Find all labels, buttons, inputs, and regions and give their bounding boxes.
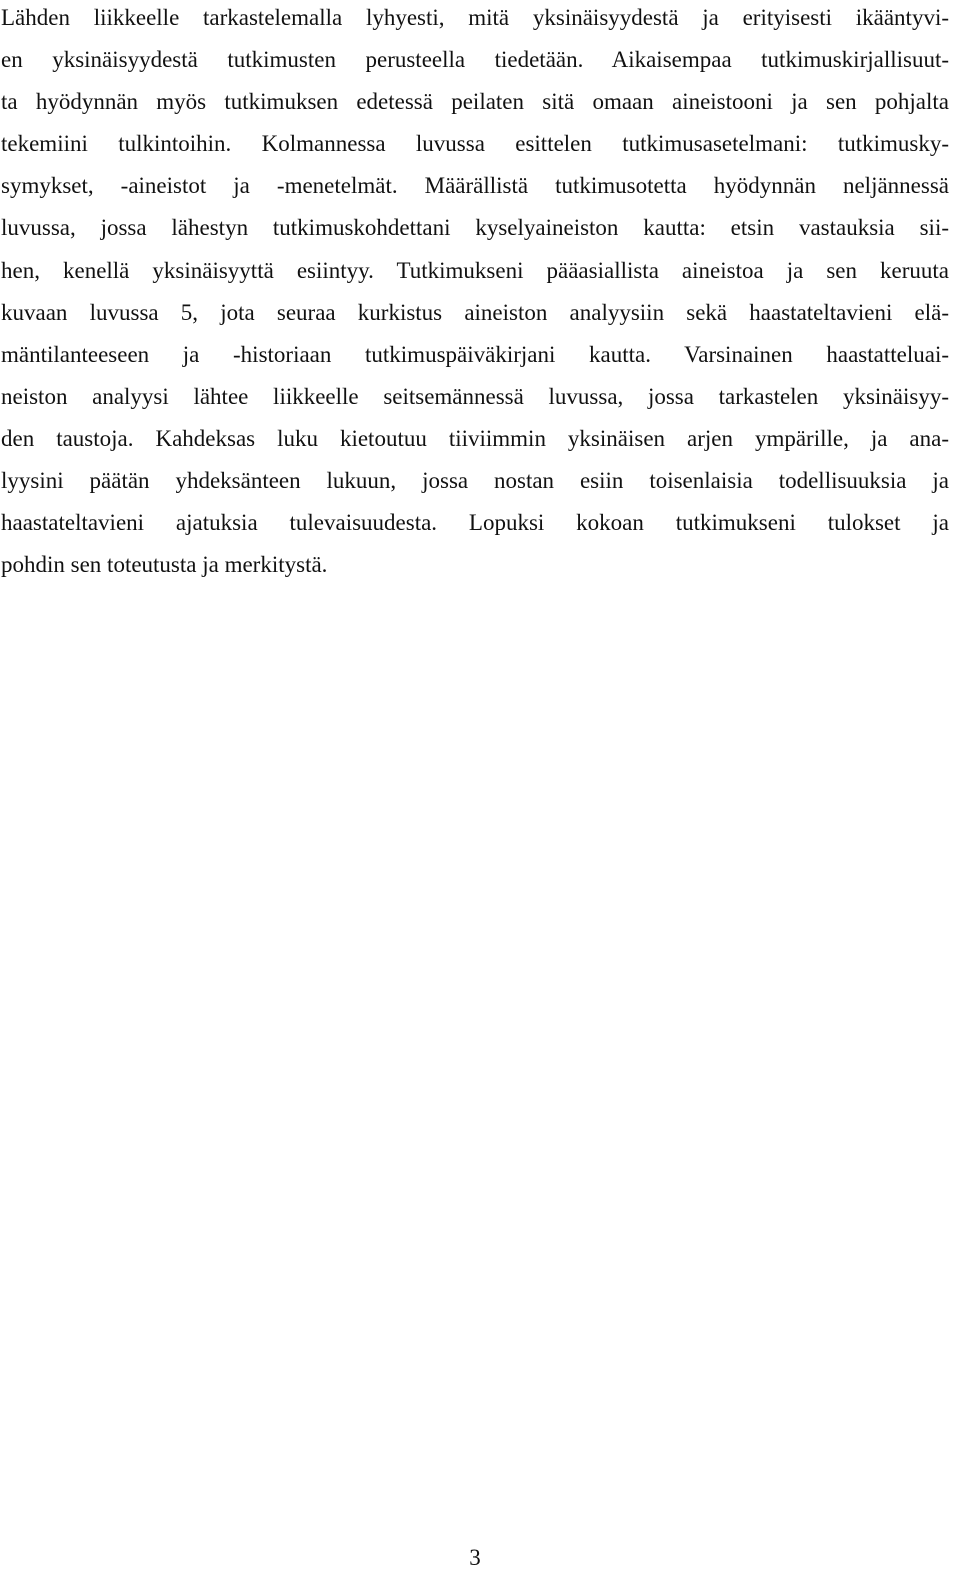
text-line: en yksinäisyydestä tutkimusten perusteella tiedetään. Aikaisempaa tutkimuskirjallisuut-: [1, 47, 949, 72]
text-line: luvussa, jossa lähestyn tutkimuskohdettani kyselyaineiston kautta: etsin vastauksia sii-: [1, 215, 949, 240]
text-line: den taustoja. Kahdeksas luku kietoutuu tiiviimmin yksinäisen arjen ympärille, ja ana-: [1, 426, 949, 451]
text-line: symykset, -aineistot ja -menetelmät. Määrällistä tutkimusotetta hyödynnän neljännessä: [1, 173, 949, 198]
text-line: lyysini päätän yhdeksänteen lukuun, jossa nostan esiin toisenlaisia todellisuuksia ja: [1, 468, 949, 493]
text-line: hen, kenellä yksinäisyyttä esiintyy. Tutkimukseni pääasiallista aineistoa ja sen keruuta: [1, 258, 949, 283]
page-number: 3: [469, 1545, 481, 1570]
text-line: tekemiini tulkintoihin. Kolmannessa luvussa esittelen tutkimusasetelmani: tutkimusky-: [1, 131, 949, 156]
text-line: mäntilanteeseen ja -historiaan tutkimuspäiväkirjani kautta. Varsinainen haastatteluai-: [1, 342, 949, 367]
text-line: ta hyödynnän myös tutkimuksen edetessä peilaten sitä omaan aineistooni ja sen pohjalta: [1, 89, 949, 114]
text-line: neiston analyysi lähtee liikkeelle seitsemännessä luvussa, jossa tarkastelen yksinäisyy-: [1, 384, 949, 409]
text-line: pohdin sen toteutusta ja merkitystä.: [1, 552, 328, 577]
text-line: Lähden liikkeelle tarkastelemalla lyhyesti, mitä yksinäisyydestä ja erityisesti ikääntyvi-: [1, 5, 949, 30]
text-line: kuvaan luvussa 5, jota seuraa kurkistus aineiston analyysiin sekä haastateltavieni elä-: [1, 300, 949, 325]
text-line: haastateltavieni ajatuksia tulevaisuudesta. Lopuksi kokoan tutkimukseni tulokset ja: [1, 510, 949, 535]
